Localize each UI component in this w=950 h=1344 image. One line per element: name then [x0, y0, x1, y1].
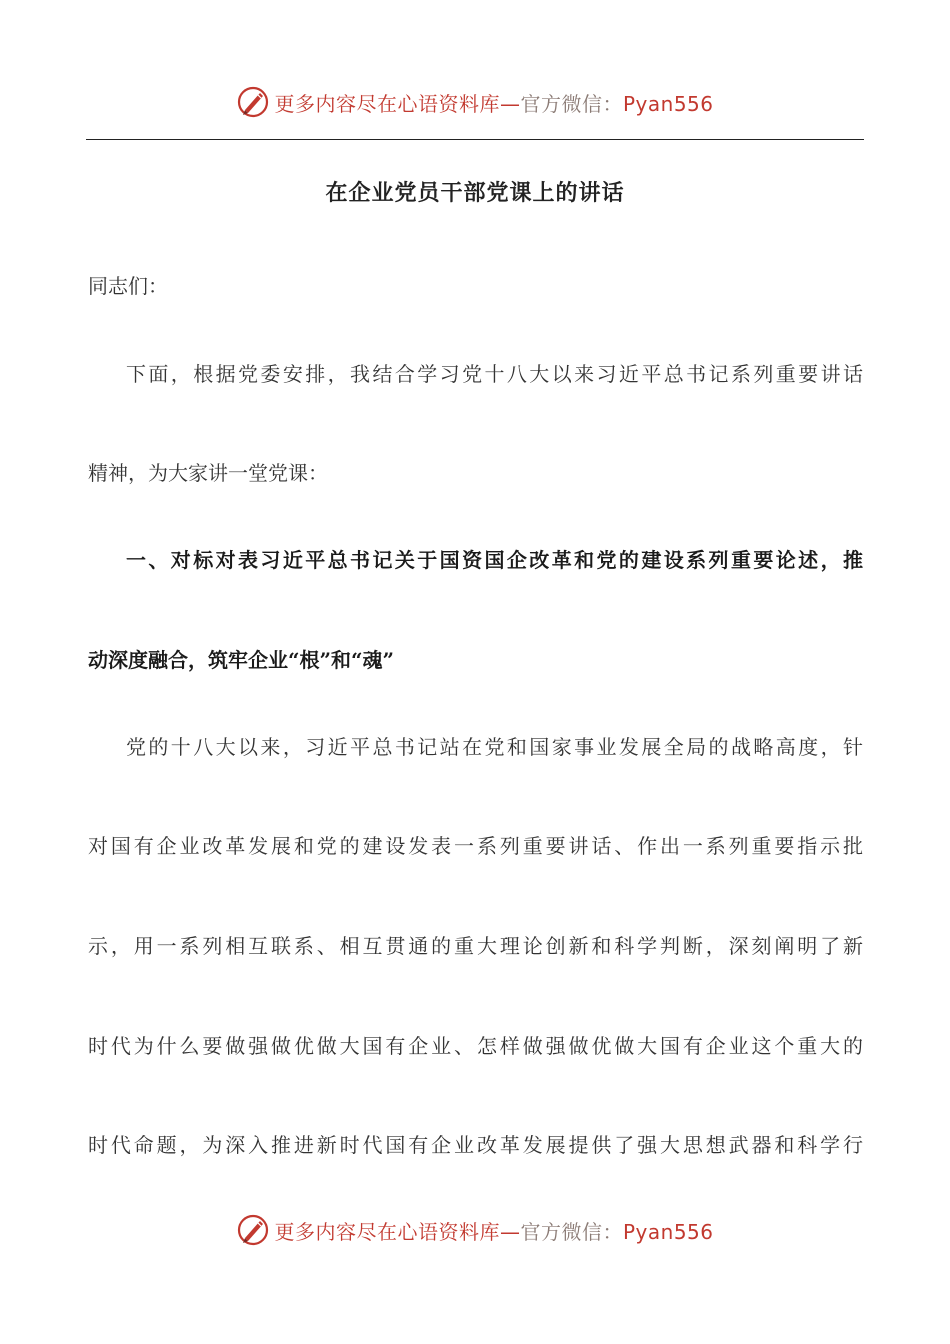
header-banner-text	[274, 88, 713, 117]
footer-banner-text	[274, 1216, 713, 1245]
header-banner-dash: —	[499, 91, 521, 116]
pen-circle-icon	[236, 1213, 270, 1247]
paragraph-line: 时代命题，为深入推进新时代国有企业改革发展提供了强大思想武器和科学行	[88, 1133, 863, 1157]
header-banner	[0, 82, 950, 122]
footer-banner-wx: 官方微信：	[520, 1219, 623, 1244]
header-divider	[86, 139, 864, 140]
document-title: 在企业党员干部党课上的讲话	[325, 180, 625, 206]
paragraph-line: 精神，为大家讲一堂党课：	[88, 461, 328, 485]
paragraph-line: 时代为什么要做强做优做大国有企业、怎样做强做优做大国有企业这个重大的	[88, 1034, 863, 1058]
paragraph-line: 党的十八大以来，习近平总书记站在党和国家事业发展全局的战略高度，针	[126, 735, 863, 759]
footer-banner	[0, 1210, 950, 1250]
pen-circle-icon	[236, 85, 270, 119]
footer-banner-main: 更多内容尽在心语资料库	[274, 1219, 500, 1244]
section-heading-line: 一、对标对表习近平总书记关于国资国企改革和党的建设系列重要论述，推	[126, 548, 863, 572]
header-banner-id: Pyan556	[622, 91, 714, 116]
paragraph-line: 下面，根据党委安排，我结合学习党十八大以来习近平总书记系列重要讲话	[126, 362, 863, 386]
section-heading-line: 动深度融合，筑牢企业“根”和“魂”	[88, 648, 395, 672]
header-banner-wx: 官方微信：	[520, 91, 623, 116]
paragraph-line: 对国有企业改革发展和党的建设发表一系列重要讲话、作出一系列重要指示批	[88, 834, 863, 858]
footer-banner-id: Pyan556	[622, 1219, 714, 1244]
footer-banner-dash: —	[499, 1219, 521, 1244]
paragraph-line: 示，用一系列相互联系、相互贯通的重大理论创新和科学判断，深刻阐明了新	[88, 934, 863, 958]
salutation-line: 同志们：	[88, 274, 168, 298]
header-banner-main: 更多内容尽在心语资料库	[274, 91, 500, 116]
